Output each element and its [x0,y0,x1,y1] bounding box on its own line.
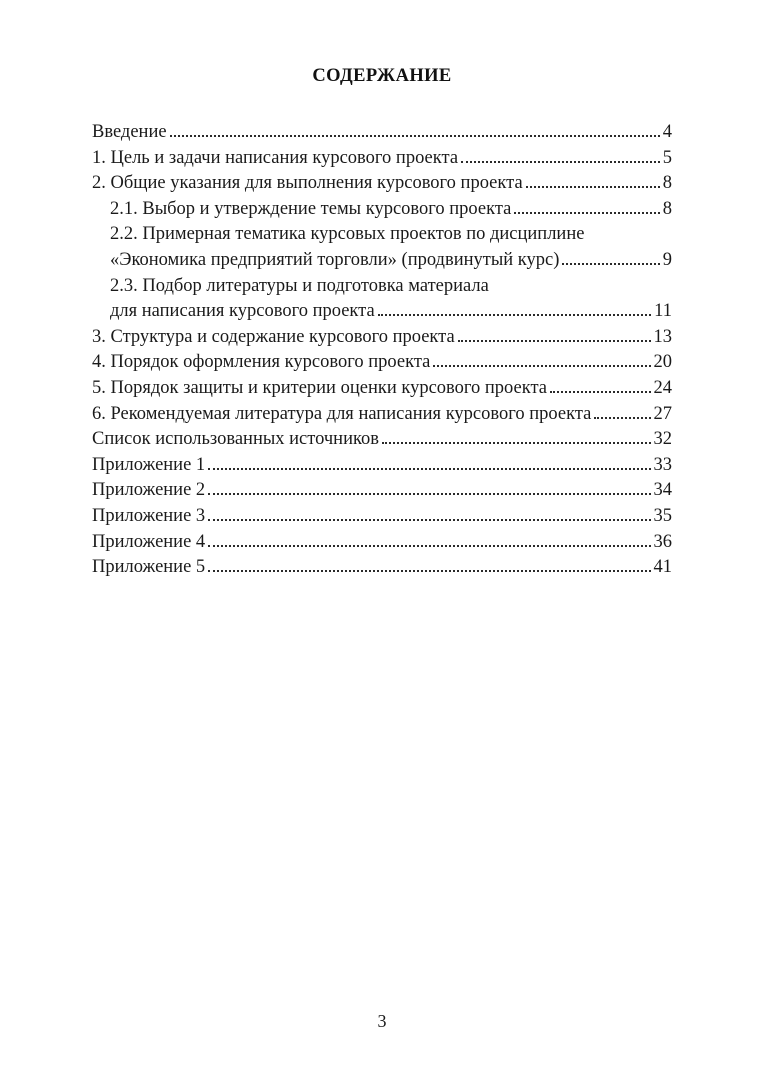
dot-leader [514,212,659,214]
toc-entry [92,376,672,402]
toc-entry-page: 36 [653,531,672,552]
toc-entry-page: 33 [653,454,672,475]
toc-entry-text: Приложение 5 [92,557,206,578]
dot-leader [382,442,650,444]
toc-entry [92,478,672,504]
toc-entry-page: 41 [653,557,672,578]
toc-entry [92,274,672,300]
toc-entry [92,325,672,351]
toc-entry [92,248,672,274]
toc-entry [92,197,672,223]
toc-entry [92,530,672,556]
toc-entry-text: Список использованных источников [92,429,380,450]
toc-entry-page: 32 [653,429,672,450]
dot-leader [461,161,660,163]
toc-entry-text: 5. Порядок защиты и критерии оценки курсового проекта [92,377,548,398]
dot-leader [550,391,650,393]
toc-entry [92,555,672,581]
toc-entry-page: 13 [653,326,672,347]
dot-leader [208,570,650,572]
toc-entry-text: 1. Цель и задачи написания курсового проекта [92,147,459,168]
toc-entry-text: «Экономика предприятий торговли» (продвинутый курс) [110,249,560,270]
toc-list [92,120,672,581]
toc-entry-text: Введение [92,122,167,142]
toc-entry-page: 11 [654,301,672,322]
toc-entry-page: 8 [662,173,672,194]
toc-entry-page: 8 [662,198,672,219]
toc-entry [92,504,672,530]
dot-leader [208,493,650,495]
toc-entry-text: Приложение 1 [92,454,206,475]
dot-leader [208,545,650,547]
dot-leader [378,314,651,316]
toc-entry-page: 27 [653,403,672,424]
dot-leader [562,263,659,265]
toc-entry-page: 34 [653,480,672,501]
toc-entry-page: 5 [662,147,672,168]
toc-entry-text: 3. Структура и содержание курсового проекта [92,326,455,347]
dot-leader [208,519,650,521]
toc-entry-page: 20 [653,352,672,373]
toc-entry [92,299,672,325]
dot-leader [433,365,650,367]
toc-entry-page: 9 [662,249,672,270]
dot-leader [170,135,660,137]
toc-entry [92,427,672,453]
toc-entry [92,120,672,146]
toc-entry [92,171,672,197]
toc-entry-page: 24 [653,377,672,398]
toc-entry-text: 2. Общие указания для выполнения курсового проекта [92,173,523,194]
toc-entry-page: 35 [653,505,672,526]
toc-entry-text: 2.1. Выбор и утверждение темы курсового проекта [110,198,512,219]
toc-entry [92,402,672,428]
toc-entry-text: 6. Рекомендуемая литература для написания курсового проекта [92,403,592,424]
toc-entry-text: Приложение 2 [92,480,206,501]
toc-entry [92,350,672,376]
toc-entry-text: 2.2. Примерная тематика курсовых проектов по дисциплине [110,224,585,245]
toc-entry-page: 4 [662,122,672,142]
dot-leader [458,340,651,342]
toc-entry-text: 2.3. Подбор литературы и подготовка материала [110,275,489,296]
page-number: 3 [377,1011,387,1031]
toc-entry-text: для написания курсового проекта [110,301,375,322]
toc-entry [92,222,672,248]
toc-title: СОДЕРЖАНИЕ [312,66,452,86]
dot-leader [526,186,660,188]
toc-entry-text: 4. Порядок оформления курсового проекта [92,352,431,373]
dot-leader [208,468,650,470]
toc-entry [92,453,672,479]
toc-entry-text: Приложение 4 [92,531,206,552]
dot-leader [594,417,650,419]
toc-entry [92,146,672,172]
toc-entry-text: Приложение 3 [92,505,206,526]
